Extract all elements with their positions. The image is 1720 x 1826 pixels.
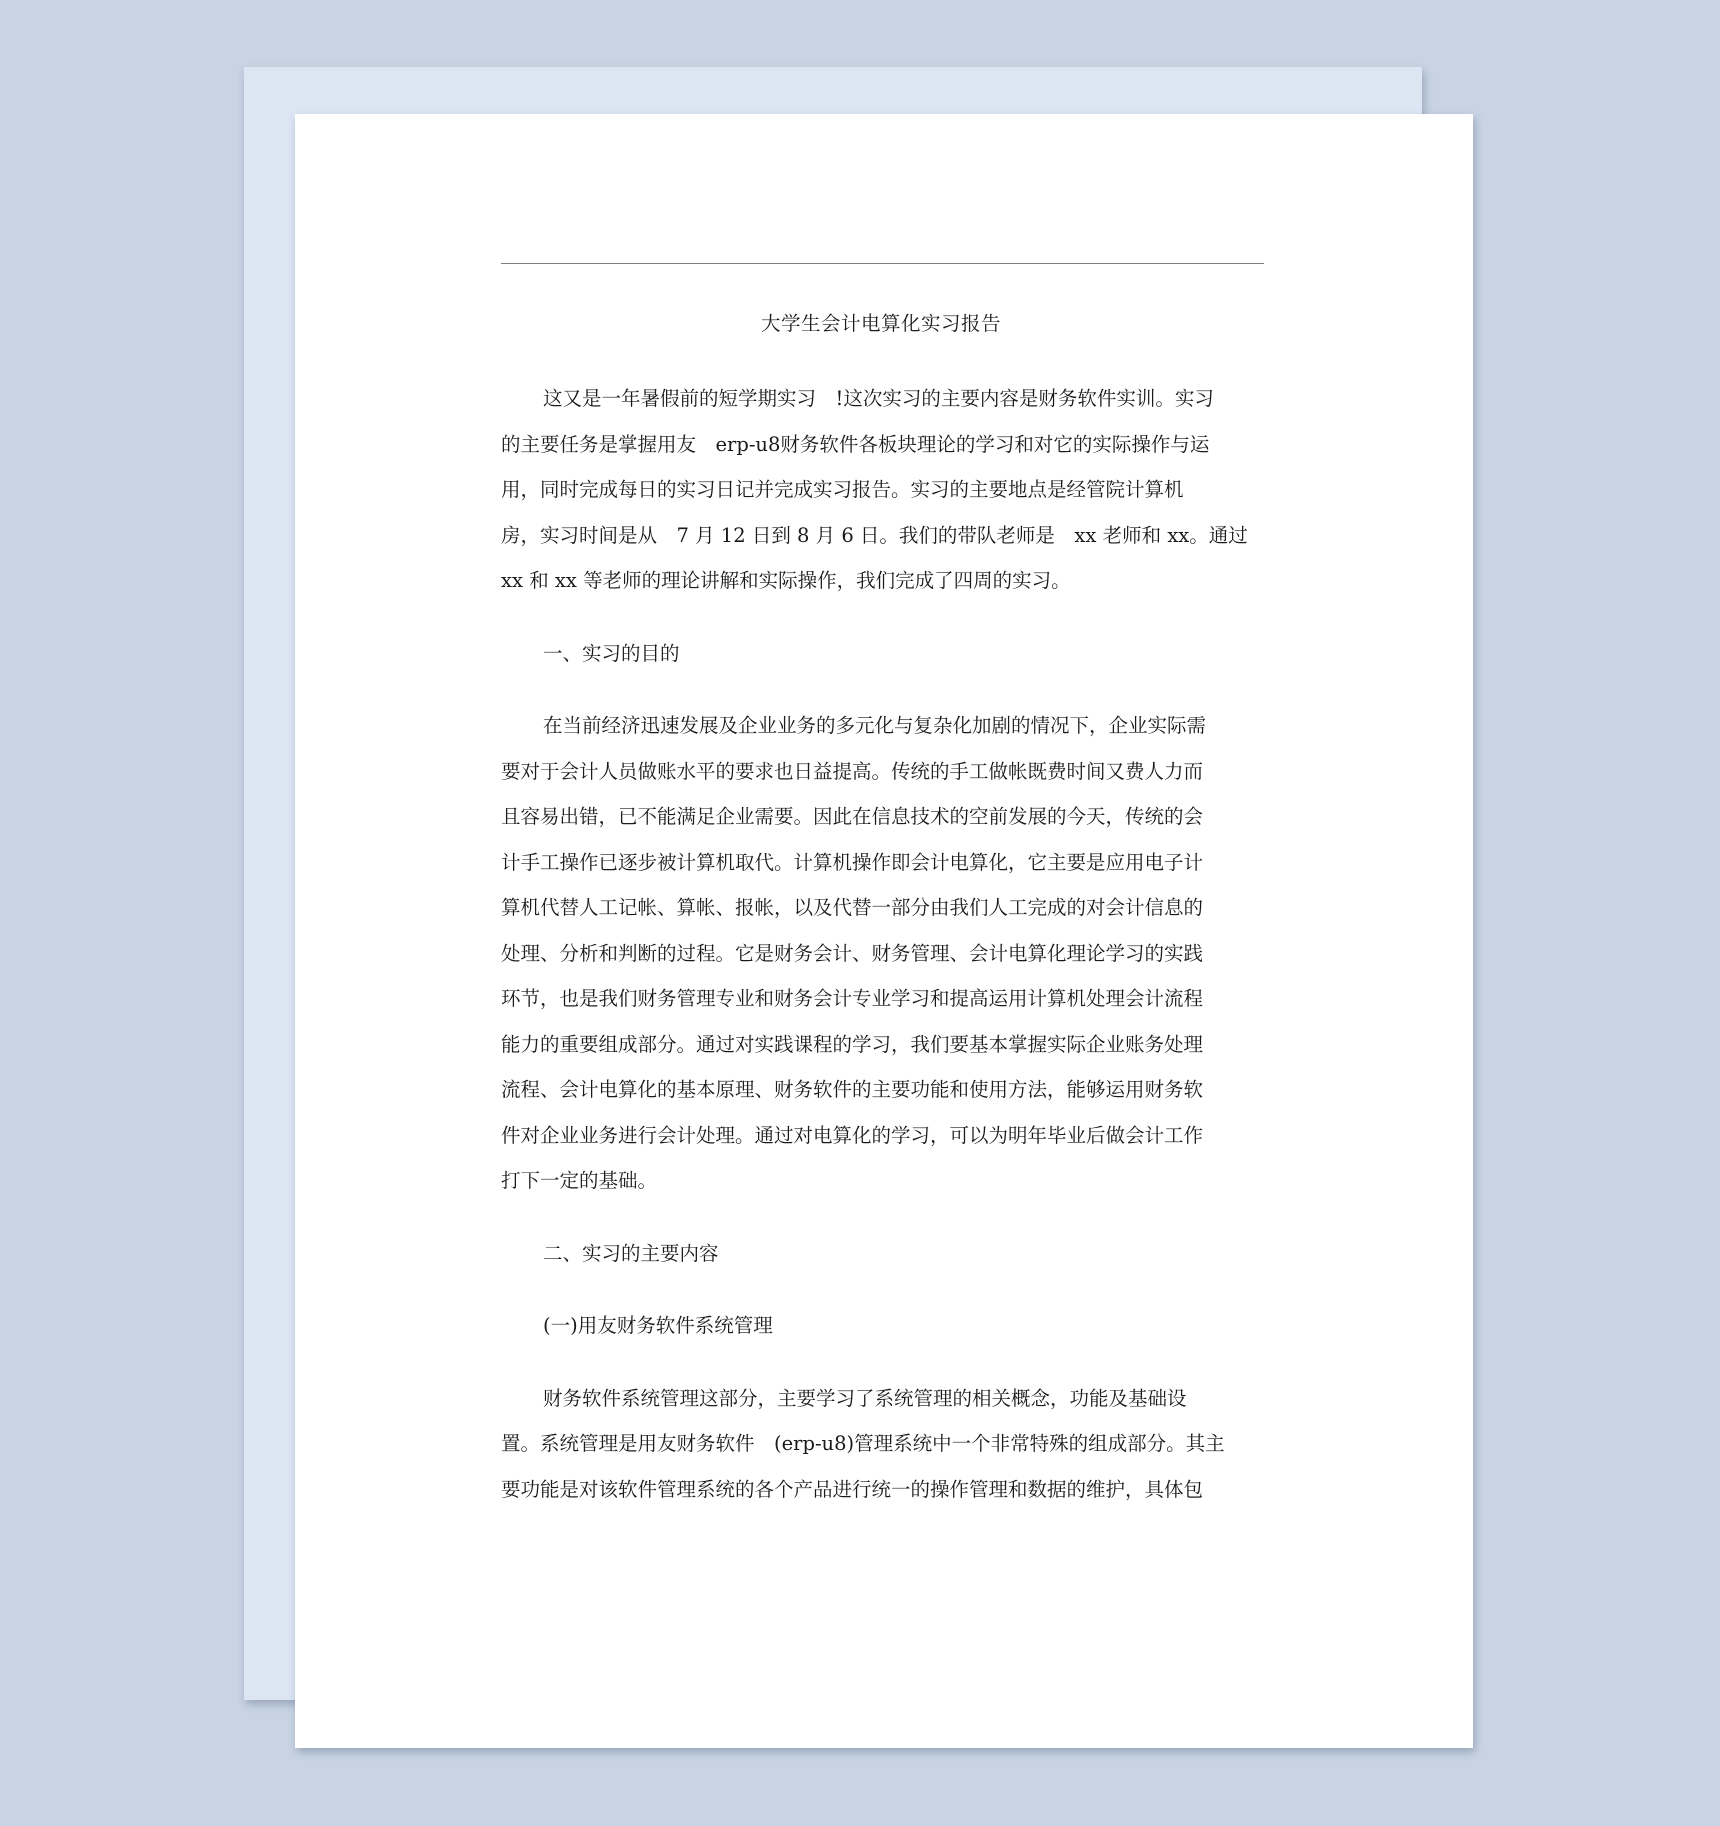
text-line: 件对企业业务进行会计处理。通过对电算化的学习，可以为明年毕业后做会计工作	[501, 1123, 1204, 1147]
text-line: 能力的重要组成部分。通过对实践课程的学习，我们要基本掌握实际企业账务处理	[501, 1032, 1204, 1056]
text-line: 流程、会计电算化的基本原理、财务软件的主要功能和使用方法，能够运用财务软	[501, 1078, 1204, 1101]
text-line: 用，同时完成每日的实习日记并完成实习报告。实习的主要地点是经管院计算机	[501, 478, 1184, 501]
section-heading-purpose: 一、实习的目的	[543, 641, 680, 665]
subsection-heading-system-management: (一)用友财务软件系统管理	[543, 1314, 773, 1337]
intro-paragraph	[501, 376, 1261, 604]
text-line: 要功能是对该软件管理系统的各个产品进行统一的操作管理和数据的维护，具体包	[501, 1477, 1204, 1501]
section-heading-content: 二、实习的主要内容	[543, 1241, 719, 1265]
document-page	[295, 114, 1473, 1748]
text-line: 计手工操作已逐步被计算机取代。计算机操作即会计电算化，它主要是应用电子计	[501, 850, 1204, 874]
text-line: 环节，也是我们财务管理专业和财务会计专业学习和提高运用计算机处理会计流程	[501, 987, 1204, 1010]
system-management-paragraph	[501, 1376, 1261, 1513]
text-line: 处理、分析和判断的过程。它是财务会计、财务管理、会计电算化理论学习的实践	[501, 941, 1204, 965]
text-line: 要对于会计人员做账水平的要求也日益提高。传统的手工做帐既费时间又费人力而	[501, 759, 1204, 783]
text-line: 这又是一年暑假前的短学期实习 !这次实习的主要内容是财务软件实训。实习	[543, 387, 1214, 410]
purpose-paragraph	[501, 703, 1261, 1204]
text-line: 算机代替人工记帐、算帐、报帐，以及代替一部分由我们人工完成的对会计信息的	[501, 896, 1204, 919]
text-line: 的主要任务是掌握用友 erp-u8财务软件各板块理论的学习和对它的实际操作与运	[501, 432, 1210, 456]
text-line: 且容易出错，已不能满足企业需要。因此在信息技术的空前发展的今天，传统的会	[501, 805, 1204, 828]
text-line: 置。系统管理是用友财务软件 (erp-u8)管理系统中一个非常特殊的组成部分。其主	[501, 1432, 1225, 1455]
text-line: xx 和 xx 等老师的理论讲解和实际操作，我们完成了四周的实习。	[501, 569, 1071, 592]
text-line: 财务软件系统管理这部分，主要学习了系统管理的相关概念，功能及基础设	[543, 1386, 1187, 1410]
text-line: 房，实习时间是从 7 月 12 日到 8 月 6 日。我们的带队老师是 xx 老师和 xx。通过	[501, 523, 1248, 547]
text-line: 打下一定的基础。	[501, 1169, 658, 1192]
document-title: 大学生会计电算化实习报告	[760, 312, 1001, 335]
text-line: 在当前经济迅速发展及企业业务的多元化与复杂化加剧的情况下，企业实际需	[543, 714, 1207, 737]
header-rule	[501, 263, 1264, 264]
document-body	[501, 304, 1261, 1539]
